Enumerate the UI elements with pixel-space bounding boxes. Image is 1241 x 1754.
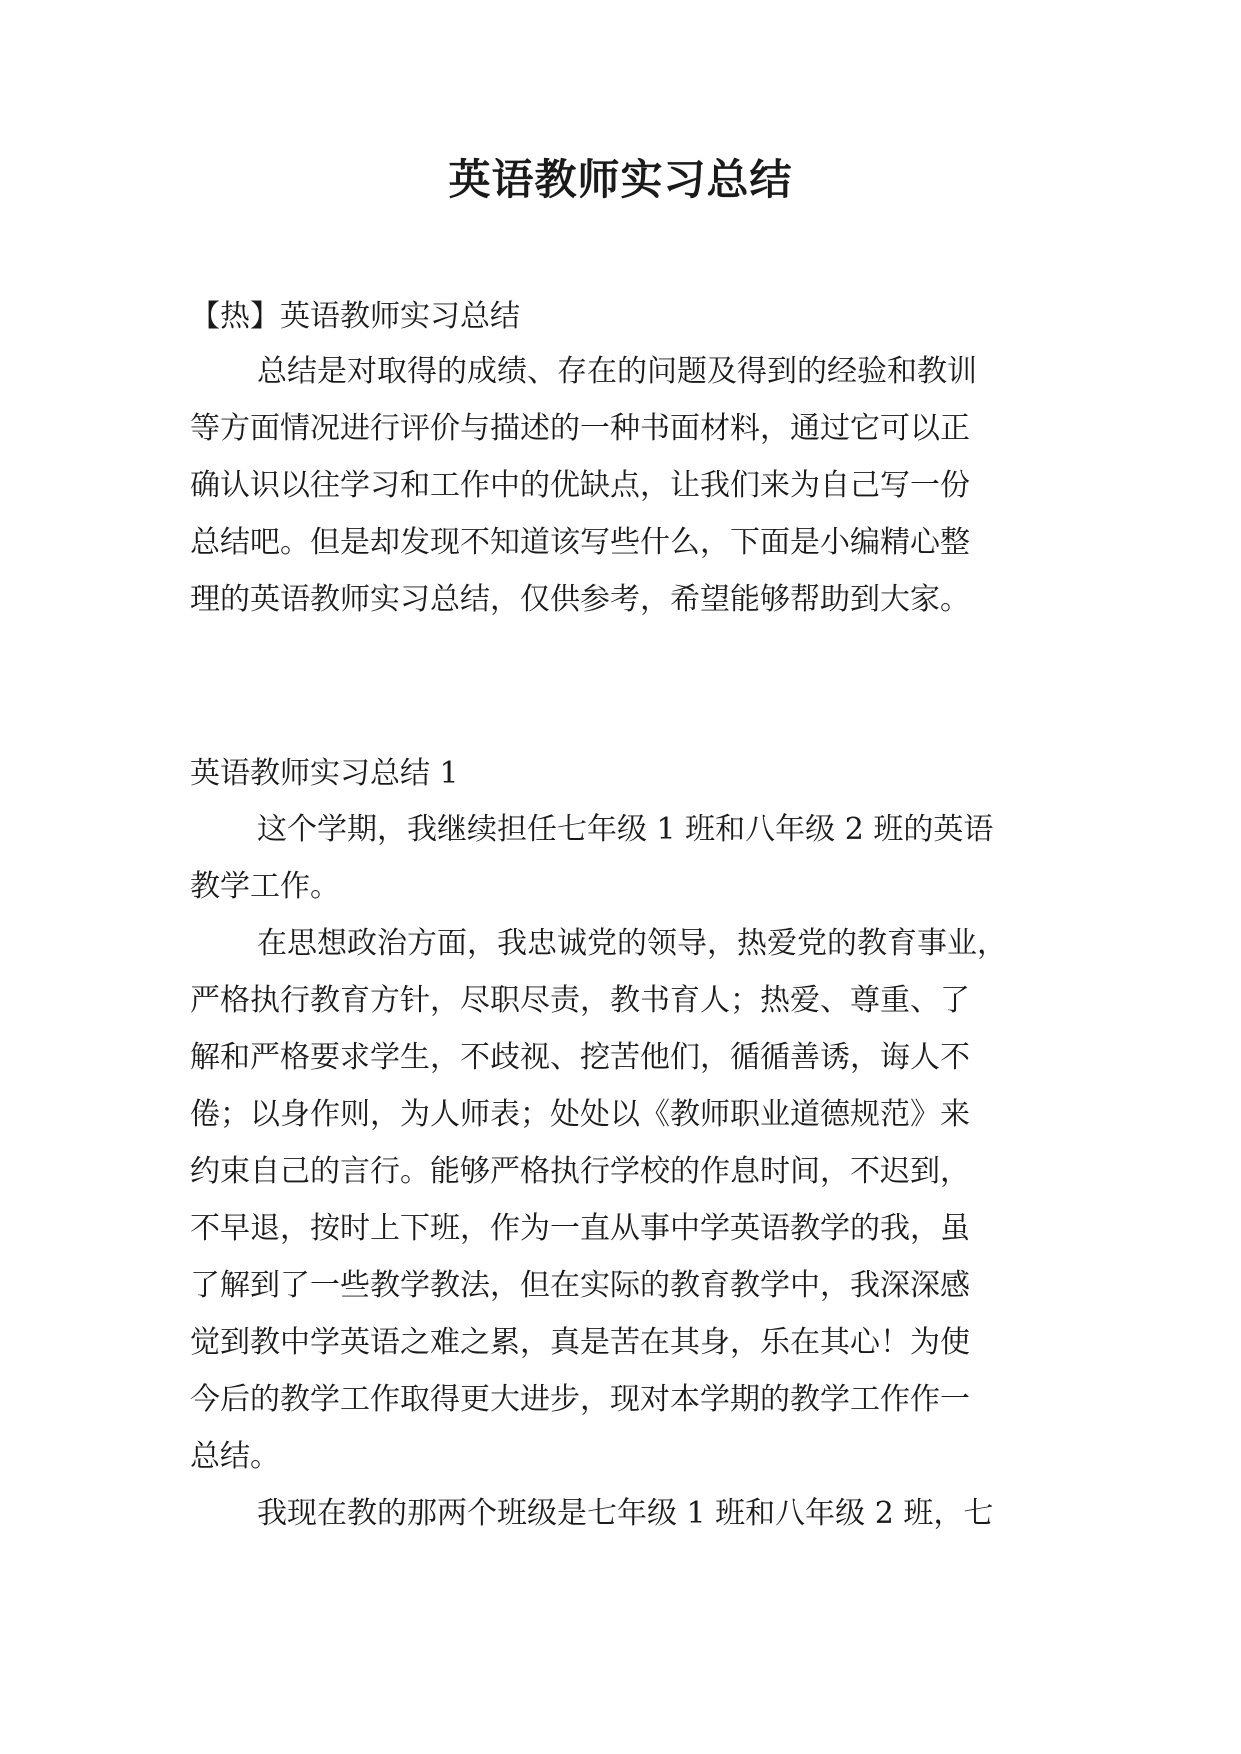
- section-heading: 英语教师实习总结 1: [190, 756, 459, 791]
- section-line: 倦；以身作则，为人师表；处处以《教师职业道德规范》来: [190, 1097, 970, 1132]
- section-line: 约束自己的言行。能够严格执行学校的作息时间，不迟到，: [190, 1154, 970, 1189]
- intro-heading: 【热】英语教师实习总结: [190, 299, 520, 334]
- document-title: 英语教师实习总结: [448, 155, 793, 204]
- section-line: 今后的教学工作取得更大进步，现对本学期的教学工作作一: [190, 1382, 970, 1417]
- section-line: 觉到教中学英语之难之累，真是苦在其身，乐在其心！为使: [190, 1325, 970, 1360]
- section-line: 在思想政治方面，我忠诚党的领导，热爱党的教育事业，: [257, 926, 1007, 961]
- section-line: 这个学期，我继续担任七年级 1 班和八年级 2 班的英语: [257, 812, 994, 847]
- intro-line: 理的英语教师实习总结，仅供参考，希望能够帮助到大家。: [190, 582, 970, 617]
- section-line: 我现在教的那两个班级是七年级 1 班和八年级 2 班，七: [257, 1496, 994, 1531]
- intro-line: 总结吧。但是却发现不知道该写些什么，下面是小编精心整: [190, 525, 970, 560]
- section-line: 了解到了一些教学教法，但在实际的教育教学中，我深深感: [190, 1268, 970, 1303]
- section-line: 不早退，按时上下班，作为一直从事中学英语教学的我，虽: [190, 1211, 970, 1246]
- intro-line: 等方面情况进行评价与描述的一种书面材料，通过它可以正: [190, 411, 970, 446]
- section-line: 严格执行教育方针，尽职尽责，教书育人；热爱、尊重、了: [190, 983, 970, 1018]
- section-line: 总结。: [190, 1439, 280, 1474]
- section-line: 解和严格要求学生，不歧视、挖苦他们，循循善诱，诲人不: [190, 1040, 970, 1075]
- section-line: 教学工作。: [190, 869, 340, 904]
- intro-line: 确认识以往学习和工作中的优缺点，让我们来为自己写一份: [190, 468, 970, 503]
- intro-line: 总结是对取得的成绩、存在的问题及得到的经验和教训: [257, 354, 977, 389]
